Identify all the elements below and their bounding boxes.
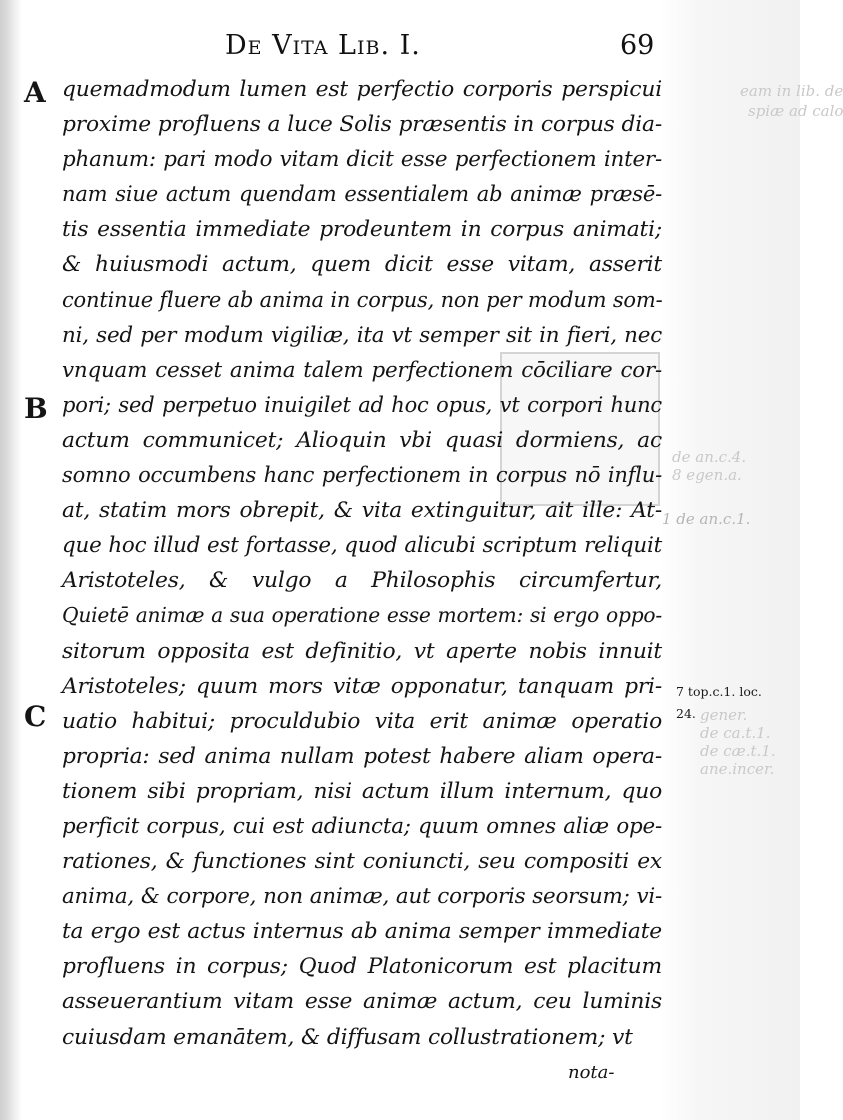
- show-through-note: spiæ ad calo: [748, 102, 843, 120]
- running-head: De Vita Lib. I.: [225, 30, 421, 61]
- text-line: profluens in corpus; Quod Platonicorum est placitum: [62, 954, 662, 980]
- text-line: uatio habitui; proculdubio vita erit animæ operatio: [62, 708, 662, 734]
- show-through-note: 1 de an.c.1.: [662, 510, 751, 528]
- show-through-note: ane.incer.: [700, 760, 775, 778]
- text-line: & huiusmodi actum, quem dicit esse vitam, asserit: [62, 252, 662, 278]
- show-through-note: de cæ.t.1.: [700, 742, 776, 760]
- text-line: nam siue actum quendam essentialem ab animæ præsē-: [62, 182, 662, 207]
- section-letter-c: C: [24, 700, 47, 733]
- text-line: perficit corpus, cui est adiuncta; quum omnes aliæ ope-: [62, 813, 662, 839]
- text-line: que hoc illud est fortasse, quod alicubi scriptum reliquit: [62, 533, 662, 559]
- text-line: asseuerantium vitam esse animæ actum, ceu luminis: [62, 989, 662, 1015]
- catchword: nota-: [568, 1062, 615, 1083]
- text-line: tionem sibi propriam, nisi actum illum internum, quo: [62, 778, 662, 804]
- text-line: rationes, & functiones sint coniuncti, seu compositi ex: [62, 849, 662, 875]
- text-line: phanum: pari modo vitam dicit esse perfectionem inter-: [62, 147, 662, 173]
- text-line: quemadmodum lumen est perfectio corporis perspicui: [62, 77, 662, 102]
- show-through-note: de ca.t.1.: [700, 724, 771, 742]
- text-line: proxime profluens a luce Solis præsentis in corpus dia-: [62, 112, 662, 138]
- show-through-note: 8 egen.a.: [672, 466, 742, 484]
- body-text: [62, 72, 662, 1055]
- show-through-note: de an.c.4.: [672, 448, 747, 466]
- text-line: Aristoteles; quum mors vitæ opponatur, tanquam pri-: [62, 673, 662, 699]
- page-number: 69: [620, 30, 655, 61]
- marginal-note: 7 top.c.1. loc.: [676, 684, 762, 699]
- text-line: actum communicet; Alioquin vbi quasi dormiens, ac: [62, 427, 662, 453]
- text-line: pori; sed perpetuo inuigilet ad hoc opus, vt corpori hunc: [62, 392, 662, 417]
- text-line: ta ergo est actus internus ab anima semper immediate: [62, 919, 662, 945]
- section-letter-a: A: [24, 76, 46, 109]
- text-line: sitorum opposita est definitio, vt aperte nobis innuit: [62, 638, 662, 664]
- text-line: at, statim mors obrepit, & vita extinguitur, ait ille: At-: [62, 498, 662, 524]
- text-line: tis essentia immediate prodeuntem in corpus animati;: [62, 217, 662, 243]
- gutter-shadow: [0, 0, 22, 1120]
- text-line: continue fluere ab anima in corpus, non per modum som-: [62, 287, 663, 312]
- marginal-note: 24.: [676, 706, 696, 721]
- section-letter-b: B: [24, 392, 48, 425]
- show-through-note: gener.: [700, 706, 748, 724]
- text-line: propria: sed anima nullam potest habere aliam opera-: [62, 743, 662, 769]
- text-line: Aristoteles, & vulgo a Philosophis circumfertur,: [62, 568, 662, 594]
- text-line: vnquam cesset anima talem perfectionem cōciliare cor-: [62, 357, 662, 383]
- text-line: Quietē animæ a sua operatione esse mortem: si ergo oppo-: [62, 603, 662, 628]
- text-line: anima, & corpore, non animæ, aut corporis seorsum; vi-: [62, 884, 662, 910]
- text-line: ni, sed per modum vigiliæ, ita vt semper sit in fieri, nec: [62, 322, 662, 348]
- text-line: somno occumbens hanc perfectionem in corpus nō influ-: [62, 463, 662, 488]
- show-through-note: eam in lib. de: [740, 82, 843, 100]
- text-line: cuiusdam emanātem, & diffusam collustrationem; vt: [62, 1024, 633, 1050]
